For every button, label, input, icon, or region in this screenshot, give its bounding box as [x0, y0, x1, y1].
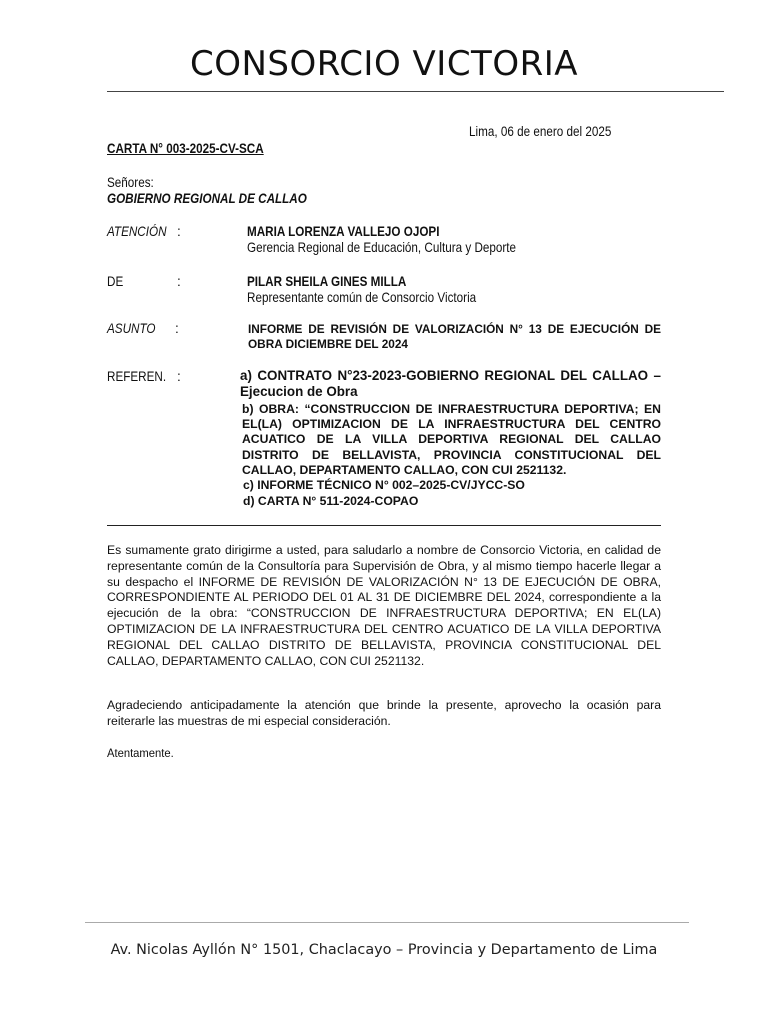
footer-divider	[85, 922, 689, 923]
from-label: DE	[107, 274, 124, 289]
references-separator: :	[177, 369, 181, 384]
letter-reference-number: CARTA N° 003-2025-CV-SCA	[107, 141, 264, 156]
header-divider	[107, 91, 724, 92]
reference-c: c) INFORME TÉCNICO N° 002–2025-CV/JYCC-SO	[243, 478, 525, 492]
from-role: Representante común de Consorcio Victoria	[247, 290, 477, 305]
body-divider	[107, 525, 661, 526]
attention-role: Gerencia Regional de Educación, Cultura y Deporte	[247, 240, 517, 255]
subject-text: INFORME DE REVISIÓN DE VALORIZACIÓN N° 13 DE EJECUCIÓN DE OBRA DICIEMBRE DEL 2024	[248, 322, 661, 352]
attention-name: MARIA LORENZA VALLEJO OJOPI	[247, 224, 440, 239]
recipient-organization: GOBIERNO REGIONAL DE CALLAO	[107, 191, 307, 206]
from-separator: :	[177, 274, 181, 289]
reference-b: b) OBRA: “CONSTRUCCION DE INFRAESTRUCTURA DEPORTIVA; EN EL(LA) OPTIMIZACION DE LA INFRAESTRUCTURA DEL CENTRO ACUATICO DE LA VILLA DEPORTIVA REGIONAL DEL CALLAO DISTRITO DE BELLAVISTA, PROVINCIA CONSTITUCIONAL DEL CALLAO, DEPARTAMENTO CALLAO, CON CUI 2521132.	[242, 402, 661, 477]
salutation: Señores:	[107, 175, 154, 190]
references-label: REFEREN.	[107, 369, 167, 384]
from-name: PILAR SHEILA GINES MILLA	[247, 274, 407, 289]
letter-date: Lima, 06 de enero del 2025	[469, 124, 612, 139]
footer-address: Av. Nicolas Ayllón N° 1501, Chaclacayo – Provincia y Departamento de Lima	[110, 942, 658, 958]
attention-label: ATENCIÓN	[107, 224, 167, 239]
company-title: CONSORCIO VICTORIA	[189, 44, 578, 84]
body-paragraph-2: Agradeciendo anticipadamente la atención que brinde la presente, aprovecho la ocasión para reiterarle las muestras de mi especial consideración.	[107, 698, 661, 728]
subject-label: ASUNTO	[107, 321, 156, 336]
closing: Atentamente.	[107, 746, 174, 760]
attention-separator: :	[177, 224, 181, 239]
body-paragraph-1: Es sumamente grato dirigirme a usted, para saludarlo a nombre de Consorcio Victoria, en calidad de representante común de la Consultoría para Supervisión de Obra, y al mismo tiempo hacerle llegar a su despacho el INFORME DE REVISIÓN DE VALORIZACIÓN N° 13 DE EJECUCIÓN DE OBRA, CORRESPONDIENTE AL PERIODO DEL 01 AL 31 DE DICIEMBRE DEL 2024, correspondiente a la ejecución de la obra: “CONSTRUCCION DE INFRAESTRUCTURA DEPORTIVA; EN EL(LA) OPTIMIZACION DE LA INFRAESTRUCTURA DEL CENTRO ACUATICO DE LA VILLA DEPORTIVA REGIONAL DEL CALLAO DISTRITO DE BELLAVISTA, PROVINCIA CONSTITUCIONAL DEL CALLAO, DEPARTAMENTO CALLAO, CON CUI 2521132.	[107, 543, 661, 668]
reference-d: d) CARTA N° 511-2024-COPAO	[243, 494, 419, 508]
reference-a: a) CONTRATO N°23-2023-GOBIERNO REGIONAL DEL CALLAO – Ejecucion de Obra	[240, 368, 661, 399]
subject-separator: :	[175, 321, 179, 336]
